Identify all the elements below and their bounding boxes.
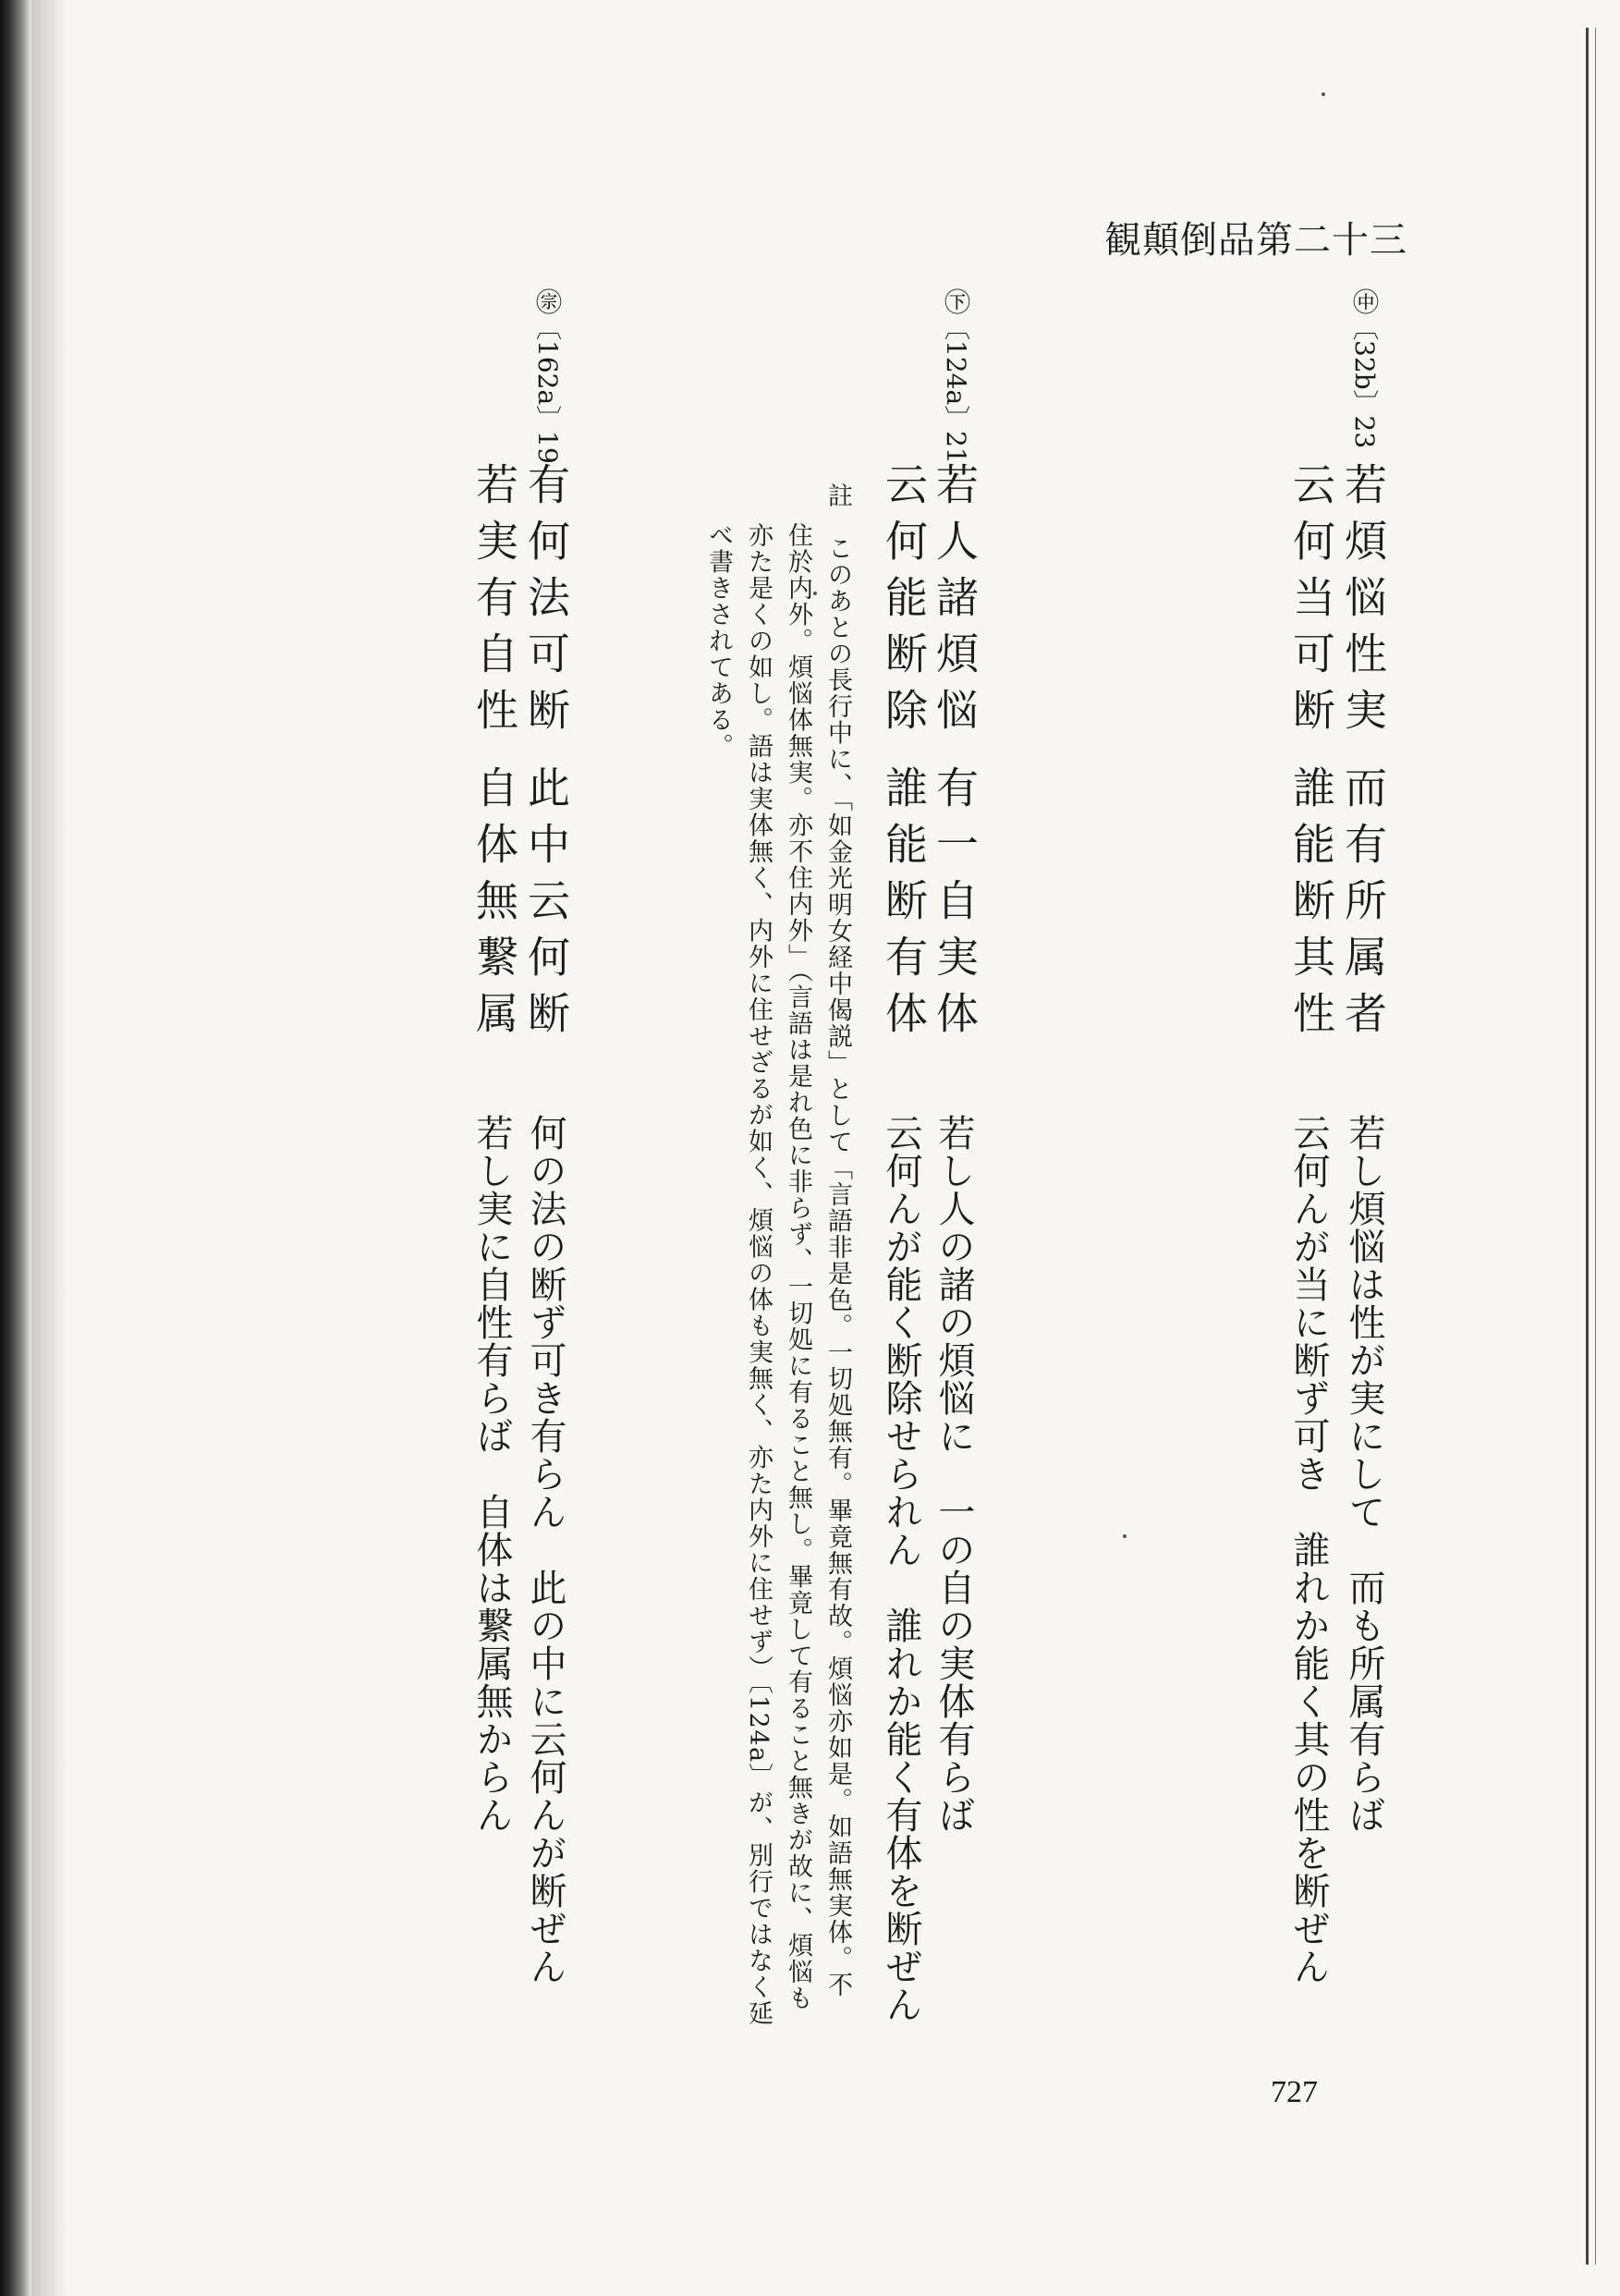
scan-right-edge bbox=[1586, 28, 1589, 2265]
section-1-verse-b-bottom: 誰能断其性 bbox=[1286, 765, 1336, 1047]
note-line-1: 註 このあとの長行中に、「如金光明女経中偈説」として「言語非是色。一切処無有。畢竟無有故。煩悩亦如是。如語無実体。不 bbox=[823, 482, 852, 1998]
section-1-verse-a-top: 若煩悩性実 bbox=[1338, 462, 1388, 744]
section-3-verse-a-bottom: 此中云何断 bbox=[521, 765, 571, 1047]
scan-speck bbox=[1322, 92, 1325, 96]
section-2-marker: ㊦〔124a〕21 bbox=[941, 288, 971, 464]
scan-speck bbox=[813, 592, 817, 595]
section-2-verse-b-bottom: 誰能断有体 bbox=[879, 765, 929, 1047]
section-2-verse-a-top: 若人諸煩悩 bbox=[930, 462, 980, 744]
section-1-marker: ㊥〔32b〕23 bbox=[1349, 288, 1380, 449]
note-line-2: 住於内外。煩悩体無実。亦不住内外」（言語は是れ色に非らず、一切処に有ること無し。畢竟して有ること無きが故に、煩悩も bbox=[784, 522, 812, 2011]
section-3-marker: ㊪〔162a〕19 bbox=[532, 288, 563, 464]
scan-binding-shadow bbox=[31, 0, 68, 2296]
section-3-translation-a: 何の法の断ず可き有らん 此の中に云何んが断ぜん bbox=[524, 1114, 566, 1985]
note-line-3: 亦た是くの如し。語は実体無く、内外に住せざるが如く、煩悩の体も実無く、亦た内外に住せず）〔124a〕が、別行ではなく延 bbox=[744, 522, 773, 2027]
note-line-4: べ書きされてある。 bbox=[704, 522, 733, 760]
section-1-translation-b: 云何んが当に断ず可き 誰れか能く其の性を断ぜん bbox=[1287, 1114, 1330, 1985]
section-2-verse-a-bottom: 有一自実体 bbox=[930, 765, 980, 1047]
section-2-translation-b: 云何んが能く断除せられん 誰れか能く有体を断ぜん bbox=[880, 1114, 922, 2023]
chapter-title: 観顛倒品第二十三 bbox=[1104, 219, 1407, 262]
section-1-verse-a-bottom: 而有所属者 bbox=[1338, 765, 1388, 1047]
section-2-verse-b-top: 云何能断除 bbox=[879, 462, 929, 744]
page-number: 727 bbox=[1271, 2075, 1318, 2109]
section-1-translation-a: 若し煩悩は性が実にして 而も所属有らば bbox=[1343, 1114, 1385, 1834]
section-3-verse-b-bottom: 自体無繋属 bbox=[469, 765, 519, 1047]
scan-right-edge-inner bbox=[1595, 28, 1596, 2265]
section-3-verse-b-top: 若実有自性 bbox=[469, 462, 519, 744]
section-3-translation-b: 若し実に自性有らば 自体は繋属無からん bbox=[470, 1114, 513, 1834]
section-2-translation-a: 若し人の諸の煩悩に 一の自の実体有らば bbox=[932, 1114, 975, 1834]
section-1-verse-b-top: 云何当可断 bbox=[1286, 462, 1336, 744]
section-3-verse-a-top: 有何法可断 bbox=[521, 462, 571, 744]
scan-speck bbox=[1123, 1534, 1127, 1538]
scan-left-edge bbox=[0, 0, 31, 2296]
